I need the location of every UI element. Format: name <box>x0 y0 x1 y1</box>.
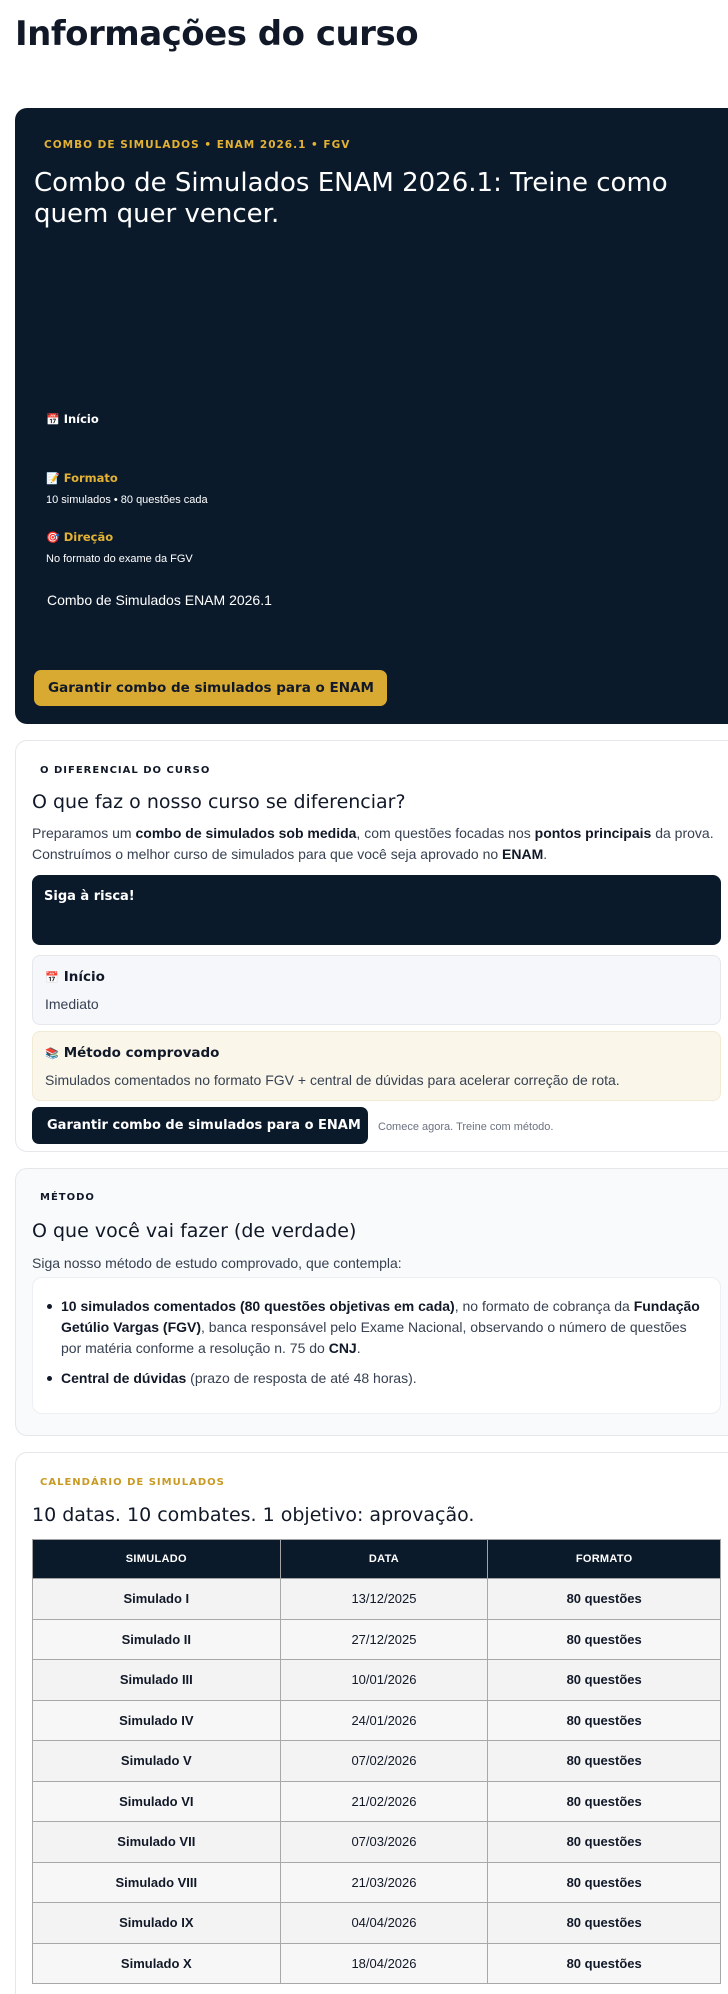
text-run: , com questões focadas nos <box>356 825 535 841</box>
simulado-cell: Simulado I <box>33 1579 281 1620</box>
info-box-metodo <box>32 1031 721 1101</box>
simulado-cell: Simulado V <box>33 1741 281 1782</box>
text-strong: combo de simulados sob medida <box>135 825 357 841</box>
format-cell: 80 questões <box>488 1619 721 1660</box>
hero-item-value: 10 simulados • 80 questões cada <box>46 494 208 506</box>
section-kicker: CALENDÁRIO DE SIMULADOS <box>40 1477 225 1488</box>
format-cell: 80 questões <box>488 1822 721 1863</box>
section-paragraph <box>32 823 722 865</box>
calendar-icon: 📅 <box>45 970 59 984</box>
text-strong: Central de dúvidas <box>61 1370 187 1386</box>
table-row <box>33 1781 721 1822</box>
simulado-cell: Simulado VII <box>33 1822 281 1863</box>
text-run: . <box>356 1340 361 1356</box>
date-cell: 27/12/2025 <box>280 1619 488 1660</box>
date-cell: 21/02/2026 <box>280 1781 488 1822</box>
page-title: Informações do curso <box>15 14 419 54</box>
info-box-label: Método comprovado <box>63 1045 220 1061</box>
hero-title: Combo de Simulados ENAM 2026.1: Treine como quem quer vencer. <box>34 168 668 229</box>
column-header: SIMULADO <box>33 1540 281 1579</box>
text-strong: 10 simulados comentados (80 questões objetivas em cada) <box>61 1298 455 1314</box>
table-row <box>33 1741 721 1782</box>
column-header: FORMATO <box>488 1540 721 1579</box>
date-cell: 07/02/2026 <box>280 1741 488 1782</box>
cta-hint: Comece agora. Treine com método. <box>378 1121 554 1133</box>
table-header-row <box>33 1540 721 1579</box>
text-run: da prova. Construímos o melhor curso de simulados para que você seja aprovado no <box>32 825 714 862</box>
diferencial-card <box>15 740 728 1152</box>
text-strong: CNJ <box>328 1340 357 1356</box>
format-cell: 80 questões <box>488 1700 721 1741</box>
simulado-cell: Simulado IV <box>33 1700 281 1741</box>
books-icon: 📚 <box>45 1046 59 1060</box>
section-kicker: MÉTODO <box>40 1192 95 1203</box>
memo-icon: 📝 <box>46 471 60 485</box>
info-box-value: Imediato <box>45 996 99 1012</box>
table-row <box>33 1903 721 1944</box>
simulado-cell: Simulado II <box>33 1619 281 1660</box>
simulado-cell: Simulado IX <box>33 1903 281 1944</box>
list-item <box>47 1296 707 1359</box>
metodo-card <box>15 1168 728 1436</box>
text-run: (prazo de resposta de até 48 horas). <box>186 1370 417 1386</box>
list-item <box>47 1368 707 1389</box>
table-row <box>33 1700 721 1741</box>
simulado-cell: Simulado III <box>33 1660 281 1701</box>
simulado-cell: Simulado VIII <box>33 1862 281 1903</box>
hero-banner <box>15 108 728 724</box>
hero-item-value: No formato do exame da FGV <box>46 553 193 565</box>
hero-item-inicio <box>46 412 99 435</box>
callout-text: Siga à risca! <box>44 889 135 904</box>
table-row <box>33 1943 721 1984</box>
hero-item-label: Direção <box>63 530 114 544</box>
text-run: Preparamos um <box>32 825 136 841</box>
format-cell: 80 questões <box>488 1741 721 1782</box>
simulado-cell: Simulado X <box>33 1943 281 1984</box>
format-cell: 80 questões <box>488 1660 721 1701</box>
format-cell: 80 questões <box>488 1903 721 1944</box>
text-run: , no formato de cobrança da <box>454 1298 634 1314</box>
table-row <box>33 1862 721 1903</box>
calendario-card <box>15 1452 728 1994</box>
section-title: O que faz o nosso curso se diferenciar? <box>32 791 406 813</box>
calendar-icon: 📅 <box>46 412 60 426</box>
date-cell: 18/04/2026 <box>280 1943 488 1984</box>
date-cell: 24/01/2026 <box>280 1700 488 1741</box>
date-cell: 07/03/2026 <box>280 1822 488 1863</box>
text-run: . <box>543 846 548 862</box>
date-cell: 10/01/2026 <box>280 1660 488 1701</box>
date-cell: 21/03/2026 <box>280 1862 488 1903</box>
simulado-cell: Simulado VI <box>33 1781 281 1822</box>
format-cell: 80 questões <box>488 1943 721 1984</box>
format-cell: 80 questões <box>488 1862 721 1903</box>
table-row <box>33 1660 721 1701</box>
hero-item-label: Formato <box>63 471 118 485</box>
section-intro: Siga nosso método de estudo comprovado, que contempla: <box>32 1255 402 1271</box>
table-row <box>33 1822 721 1863</box>
info-box-value: Simulados comentados no formato FGV + central de dúvidas para acelerar correção de rota. <box>45 1072 620 1088</box>
date-cell: 04/04/2026 <box>280 1903 488 1944</box>
method-list <box>32 1277 721 1414</box>
section-title: 10 datas. 10 combates. 1 objetivo: aprovação. <box>32 1504 475 1526</box>
hero-course-name: Combo de Simulados ENAM 2026.1 <box>47 592 272 608</box>
info-box-inicio <box>32 955 721 1025</box>
target-icon: 🎯 <box>46 530 60 544</box>
text-run: , banca responsável pelo Exame Nacional, observando o número de questões por matéria conforme a resolução n. 75 do <box>61 1319 687 1356</box>
text-strong: Fundação Getúlio Vargas (FGV) <box>61 1298 700 1335</box>
table-row <box>33 1579 721 1620</box>
table-row <box>33 1619 721 1660</box>
callout-box <box>32 875 721 945</box>
text-strong: ENAM <box>502 846 544 862</box>
schedule-table <box>32 1539 721 1984</box>
hero-item-label: Início <box>63 412 99 426</box>
text-strong: pontos principais <box>534 825 652 841</box>
hero-item-formato <box>46 471 208 506</box>
hero-item-direcao <box>46 530 193 565</box>
info-box-label: Início <box>63 969 105 985</box>
cta-button[interactable]: Garantir combo de simulados para o ENAM <box>32 1107 368 1144</box>
format-cell: 80 questões <box>488 1579 721 1620</box>
section-kicker: O DIFERENCIAL DO CURSO <box>40 765 211 776</box>
section-title: O que você vai fazer (de verdade) <box>32 1220 357 1242</box>
column-header: DATA <box>280 1540 488 1579</box>
hero-kicker: COMBO DE SIMULADOS • ENAM 2026.1 • FGV <box>44 139 351 151</box>
date-cell: 13/12/2025 <box>280 1579 488 1620</box>
format-cell: 80 questões <box>488 1781 721 1822</box>
hero-cta-button[interactable]: Garantir combo de simulados para o ENAM <box>34 670 387 706</box>
